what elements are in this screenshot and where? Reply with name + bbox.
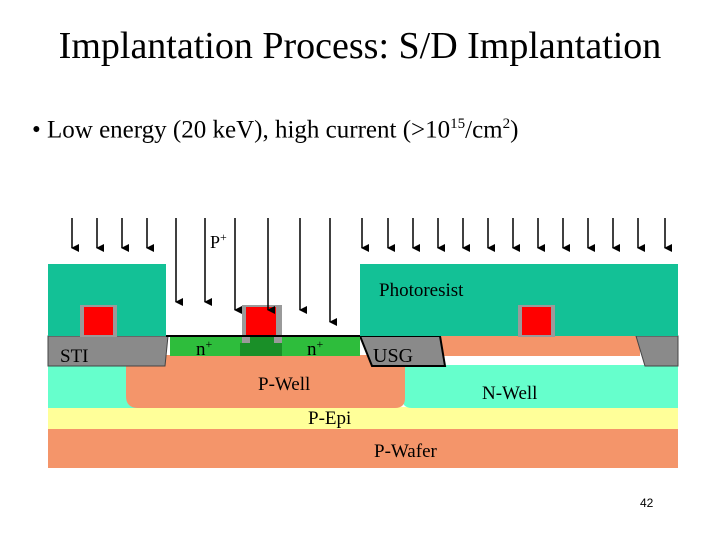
gate-right <box>522 307 551 335</box>
bullet-prefix: Low energy (20 ke <box>47 116 237 144</box>
sti-label: STI <box>60 346 89 367</box>
p-epi-label: P-Epi <box>308 408 352 429</box>
sti-right <box>636 336 678 366</box>
usg-label: USG <box>373 345 414 367</box>
bullet-unit: V <box>236 116 255 144</box>
ion-label: P+ <box>210 230 227 252</box>
channel-contact <box>240 343 282 356</box>
n-plus-right-label: n+ <box>307 337 324 360</box>
p-wafer-label: P-Wafer <box>374 441 437 462</box>
p-wafer-layer <box>48 428 678 468</box>
page-number: 42 <box>640 496 654 510</box>
bullet-exponent-area: 2 <box>502 116 511 132</box>
n-well-region-right <box>402 365 678 408</box>
n-well-surface-strip <box>440 336 640 356</box>
photoresist-label: Photoresist <box>379 280 464 301</box>
p-well-label: P-Well <box>258 374 311 395</box>
gate-center <box>246 307 276 335</box>
gate-center-oxide <box>250 337 274 343</box>
bullet-dot: • <box>32 116 48 144</box>
bullet-suffix: ) <box>510 116 519 144</box>
bullet-exponent-dose: 15 <box>450 116 466 132</box>
bullet-middle: ), high current (>10 <box>254 116 451 144</box>
slide-title: Implantation Process: S/D Implantation <box>58 25 662 67</box>
gate-left <box>84 307 113 335</box>
bullet-mid2: /cm <box>465 116 503 144</box>
p-epi-layer <box>48 407 678 429</box>
n-plus-left-label: n+ <box>196 337 213 360</box>
n-well-label: N-Well <box>482 383 538 404</box>
